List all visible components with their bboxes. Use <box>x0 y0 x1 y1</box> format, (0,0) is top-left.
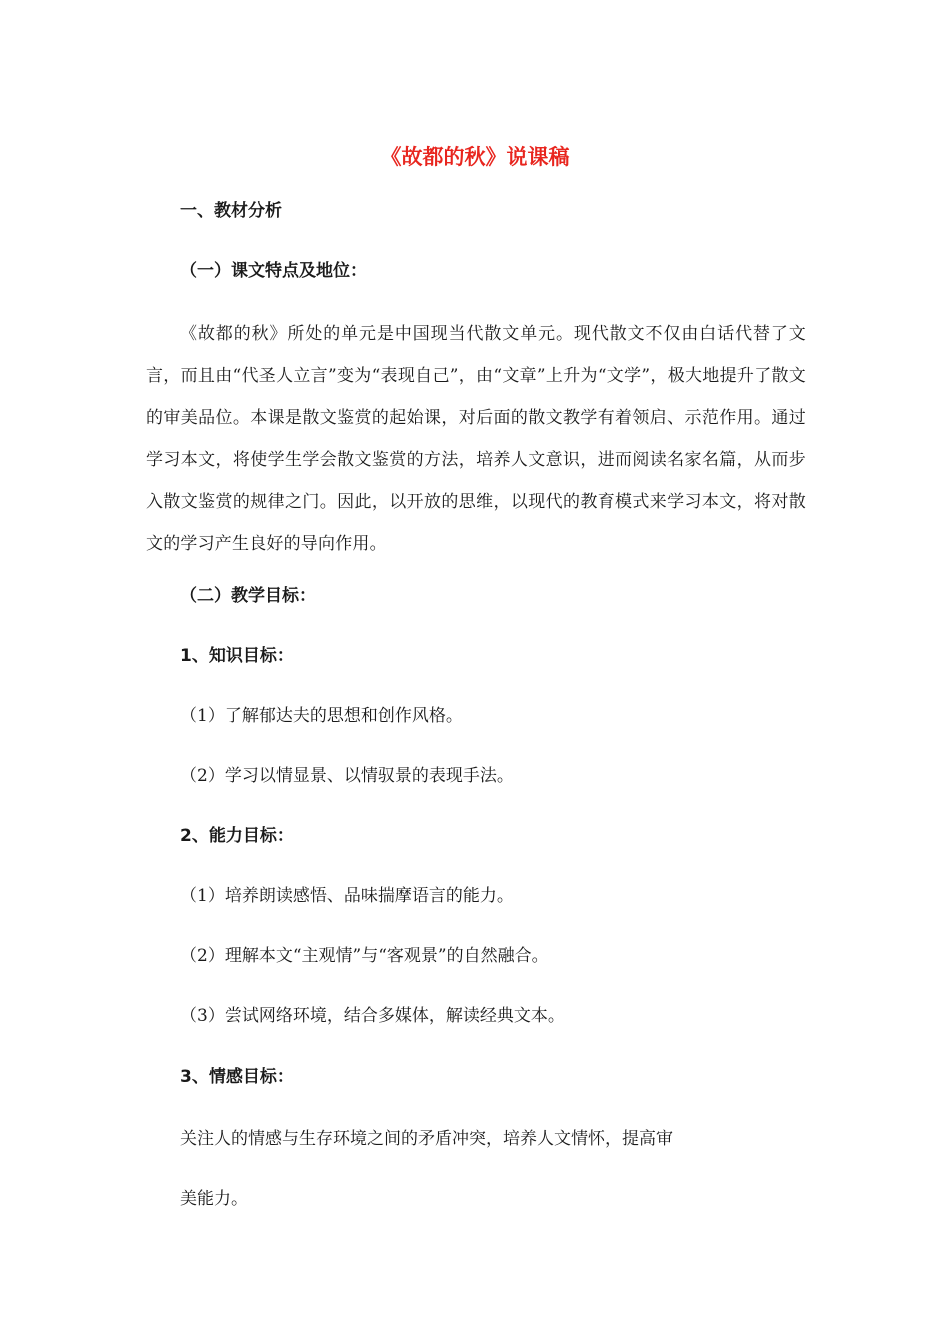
emotion-goal-line: 美能力。 <box>180 1189 248 1209</box>
subsection-heading-teaching-goals: （二）教学目标： <box>180 586 316 606</box>
goal-heading-emotion: 3、情感目标： <box>180 1067 294 1087</box>
list-item-ability-goal: （1）培养朗读感悟、品味揣摩语言的能力。 <box>180 886 514 906</box>
list-item-knowledge-goal: （2）学习以情显景、以情驭景的表现手法。 <box>180 766 514 786</box>
emotion-goal-line: 关注人的情感与生存环境之间的矛盾冲突，培养人文情怀，提高审 <box>180 1129 673 1149</box>
section-heading-textbook-analysis: 一、教材分析 <box>180 201 282 221</box>
text-features-paragraph: 《故都的秋》所处的单元是中国现当代散文单元。现代散文不仅由白话代替了文言，而且由“代圣人立言”变为“表现自己”，由“文章”上升为“文学”，极大地提升了散文的审美品位。本课是散文鉴赏的起始课，对后面的散文教学有着领启、示范作用。通过学习本文，将使学生学会散文鉴赏的方法，培养人文意识，进而阅读名家名篇，从而步入散文鉴赏的规律之门。因此，以开放的思维，以现代的教育模式来学习本文，将对散文的学习产生良好的导向作用。 <box>146 324 806 554</box>
list-item-knowledge-goal: （1）了解郁达夫的思想和创作风格。 <box>180 706 463 726</box>
list-item-ability-goal: （3）尝试网络环境，结合多媒体，解读经典文本。 <box>180 1006 565 1026</box>
goal-heading-ability: 2、能力目标： <box>180 826 294 846</box>
list-item-ability-goal: （2）理解本文“主观情”与“客观景”的自然融合。 <box>180 946 549 966</box>
document-title: 《故都的秋》说课稿 <box>380 145 570 169</box>
goal-heading-knowledge: 1、知识目标： <box>180 646 294 666</box>
subsection-heading-text-features: （一）课文特点及地位： <box>180 261 367 281</box>
